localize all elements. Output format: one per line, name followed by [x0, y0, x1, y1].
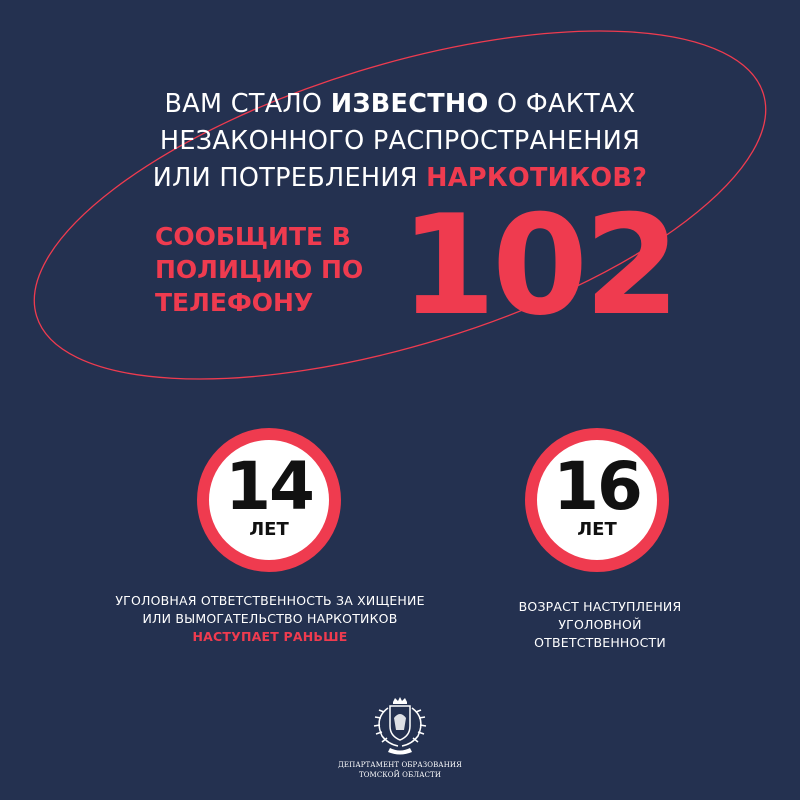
- age-unit: ЛЕТ: [577, 519, 617, 540]
- cta-line-3: ТЕЛЕФОНУ: [155, 288, 314, 317]
- caption-line: ВОЗРАСТ НАСТУПЛЕНИЯ: [518, 599, 682, 614]
- caption-line: ОТВЕТСТВЕННОСТИ: [534, 635, 666, 650]
- cta-line-1: СООБЩИТЕ В: [155, 222, 351, 251]
- age-sign-16: [525, 428, 669, 572]
- tomsk-region-coat-of-arms-icon: [360, 696, 440, 758]
- organization-name: [300, 760, 500, 780]
- age-number: 16: [553, 448, 641, 525]
- cta-line-2: ПОЛИЦИЮ ПО: [155, 255, 364, 284]
- org-line-1: ДЕПАРТАМЕНТ ОБРАЗОВАНИЯ: [338, 761, 462, 769]
- age-sign-14: [197, 428, 341, 572]
- headline-text: ВАМ СТАЛО: [164, 89, 331, 119]
- caption-line: ИЛИ ВЫМОГАТЕЛЬСТВО НАРКОТИКОВ: [142, 611, 398, 626]
- org-line-2: ТОМСКОЙ ОБЛАСТИ: [358, 771, 442, 779]
- call-to-action: [155, 220, 395, 319]
- age-number: 14: [225, 448, 313, 525]
- headline-line-1: [0, 86, 800, 123]
- headline-emphasis-drugs: НАРКОТИКОВ?: [426, 163, 648, 193]
- headline-text: О ФАКТАХ: [488, 89, 636, 119]
- headline-line-2: НЕЗАКОННОГО РАСПРОСТРАНЕНИЯ: [159, 126, 641, 156]
- age-unit: ЛЕТ: [249, 519, 289, 540]
- caption-14: [80, 592, 460, 646]
- headline: [0, 86, 800, 197]
- headline-emphasis-known: ИЗВЕСТНО: [330, 89, 489, 119]
- headline-text: ИЛИ ПОТРЕБЛЕНИЯ: [152, 163, 427, 193]
- phone-number: 102: [400, 185, 677, 346]
- caption-line: УГОЛОВНОЙ: [558, 617, 642, 632]
- caption-highlight: НАСТУПАЕТ РАНЬШЕ: [192, 629, 348, 644]
- caption-line: УГОЛОВНАЯ ОТВЕТСТВЕННОСТЬ ЗА ХИЩЕНИЕ: [115, 593, 425, 608]
- caption-16: [470, 598, 730, 652]
